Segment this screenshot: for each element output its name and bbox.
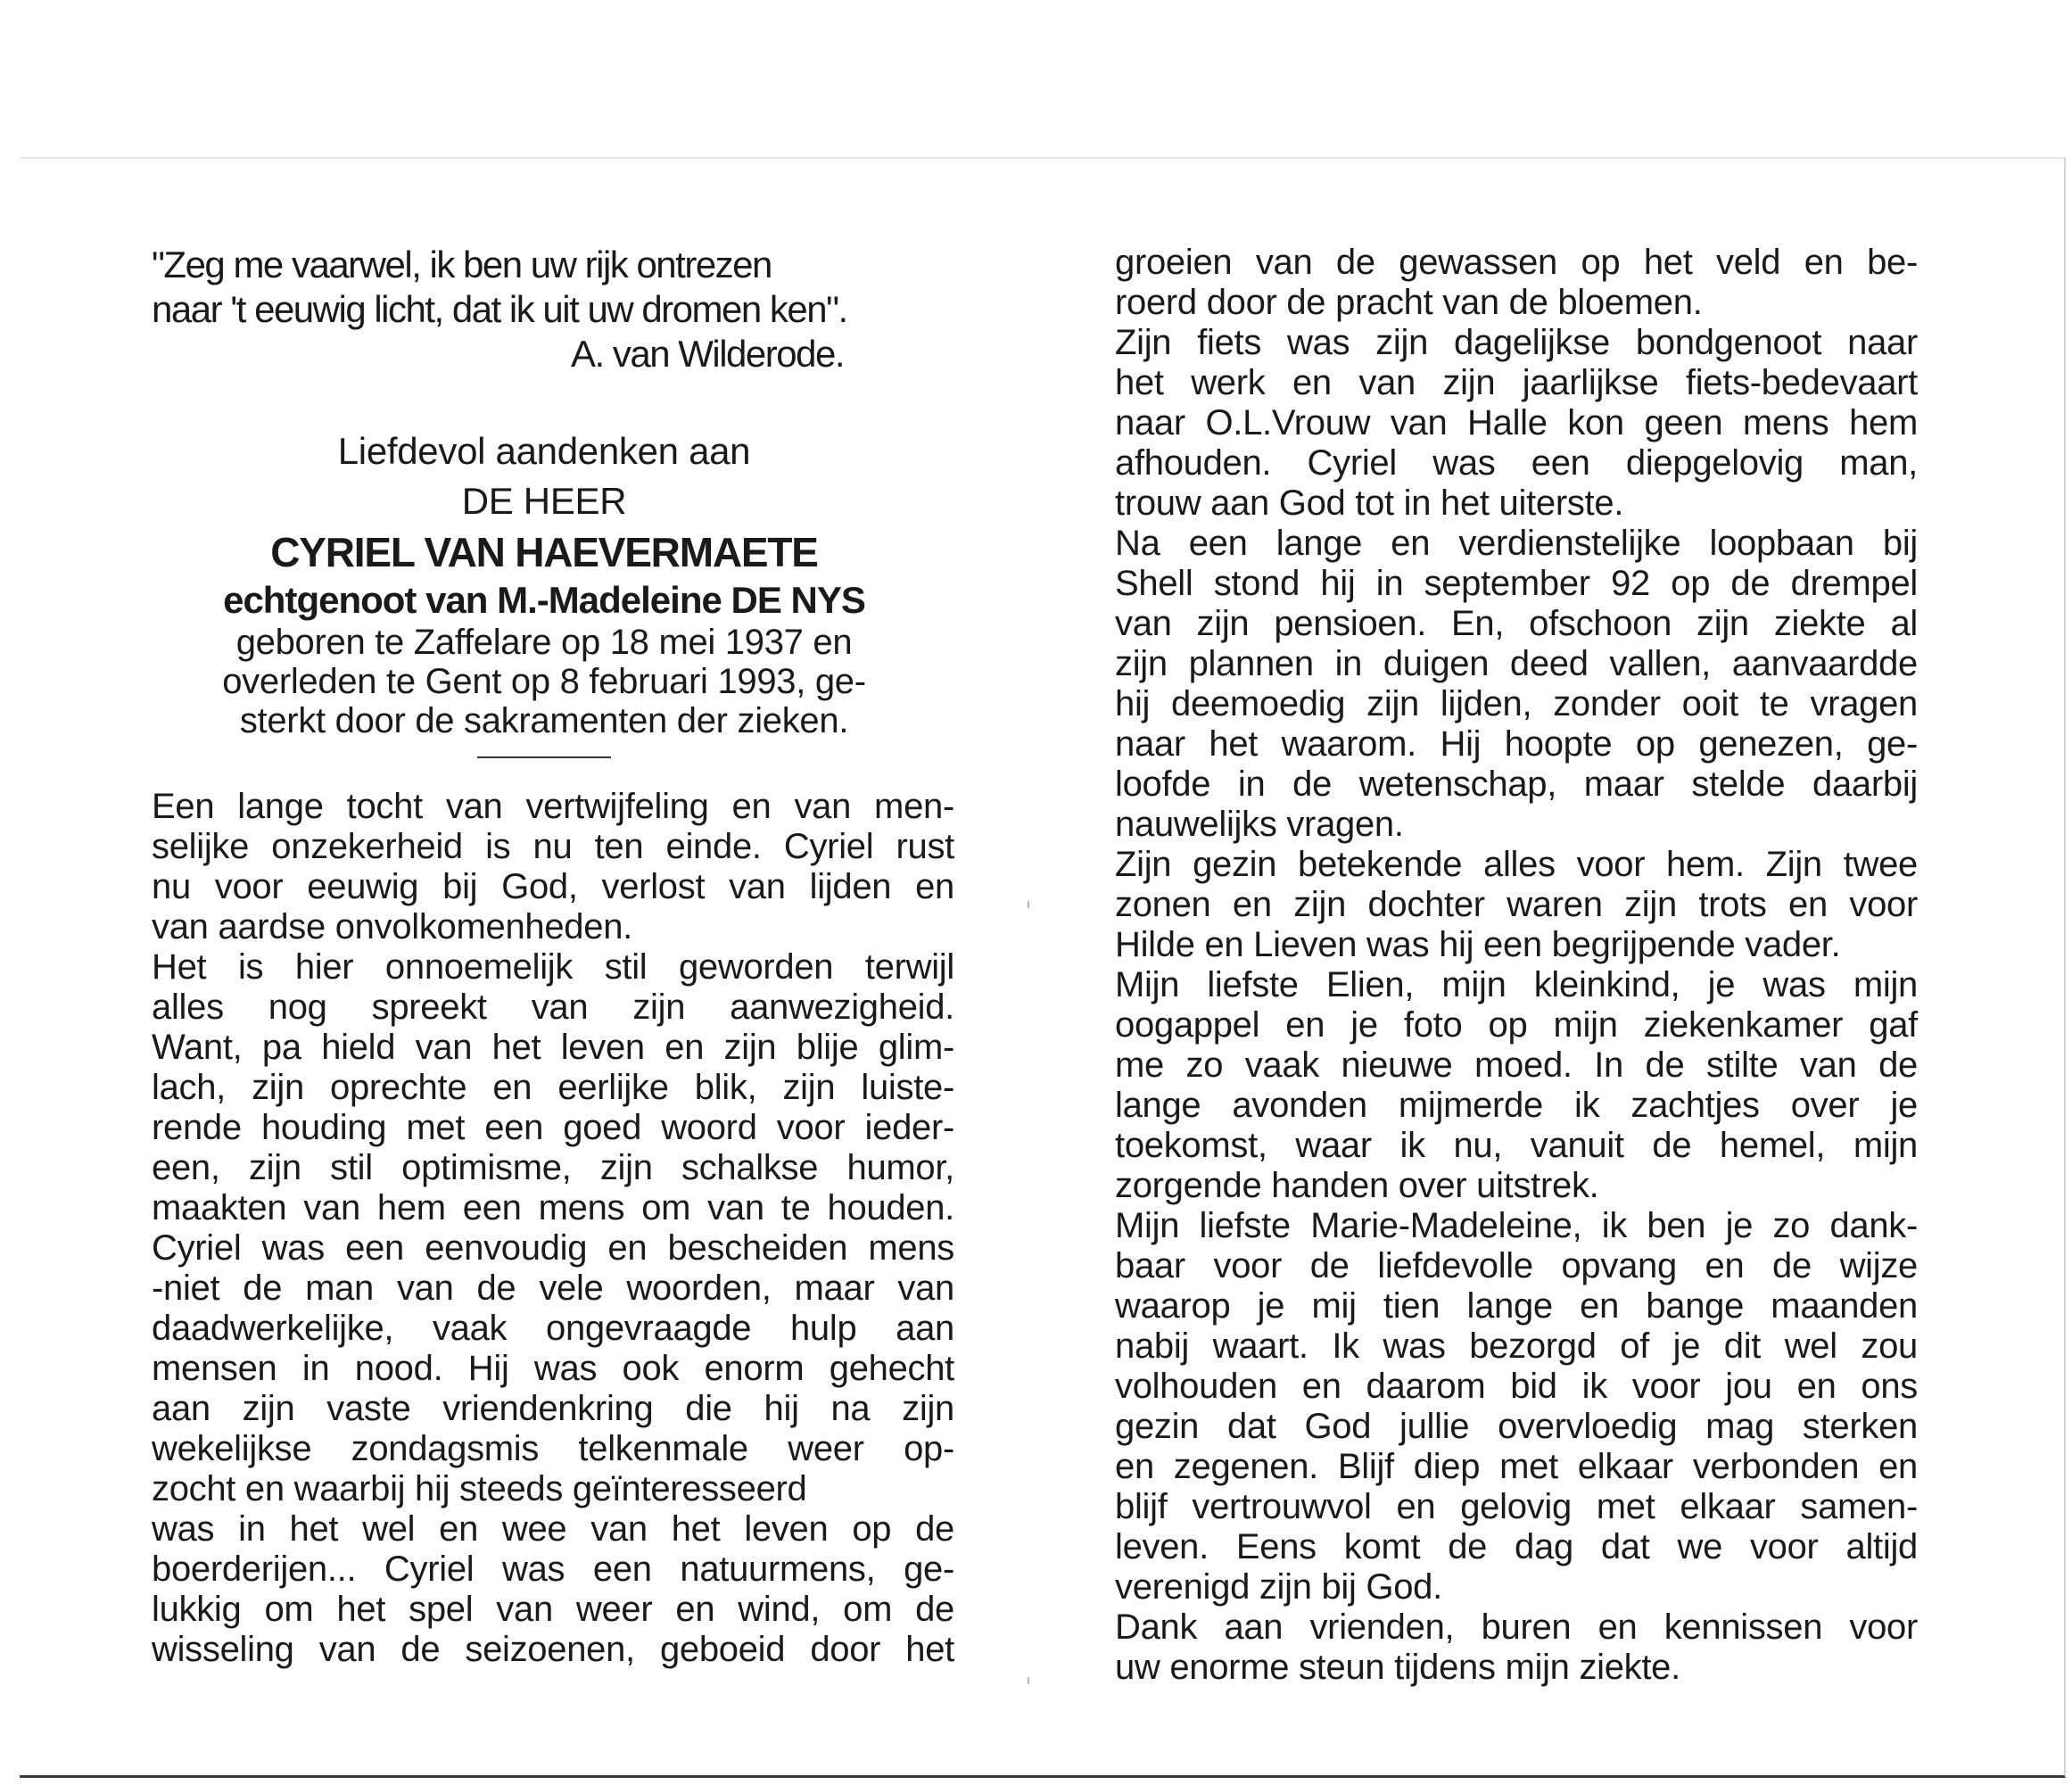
divider bbox=[477, 756, 611, 758]
text-line: Hilde en Lieven was hij een begrijpende vader. bbox=[1115, 925, 1841, 964]
text-line: en zegenen. Blijf diep met elkaar verbonden en bbox=[1115, 1447, 1918, 1486]
text-line: Zijn gezin betekende alles voor hem. Zijn twee bbox=[1115, 845, 1918, 884]
text-line: aan zijn vaste vriendenkring die hij na zijn bbox=[152, 1389, 954, 1428]
text-line: Een lange tocht van vertwijfeling en van men- bbox=[152, 787, 954, 826]
paragraph bbox=[1115, 845, 1918, 965]
fold-mark-bottom bbox=[1028, 1677, 1029, 1684]
text-line: maakten van hem een mens om van te houden. bbox=[152, 1188, 954, 1227]
text-line: groeien van de gewassen op het veld en be- bbox=[1115, 243, 1918, 282]
quote-line: naar 't eeuwig licht, dat ik uit uw dromen ken". bbox=[152, 288, 847, 330]
text-line: gezin dat God jullie overvloedig mag sterken bbox=[1115, 1407, 1918, 1446]
honorific: DE HEER bbox=[461, 480, 627, 522]
paragraph bbox=[152, 947, 954, 1670]
text-line: verenigd zijn bij God. bbox=[1115, 1567, 1442, 1607]
text-line: boerderijen... Cyriel was een natuurmens, ge- bbox=[152, 1549, 954, 1589]
text-line: Dank aan vrienden, buren en kennissen voor bbox=[1115, 1607, 1918, 1647]
text-line: Het is hier onnoemelijk stil geworden terwijl bbox=[152, 947, 954, 987]
text-line: lukkig om het spel van weer en wind, om de bbox=[152, 1590, 954, 1629]
text-line: Shell stond hij in september 92 op de drempel bbox=[1115, 564, 1918, 603]
text-line: nauwelijks vragen. bbox=[1115, 805, 1404, 844]
text-line: zocht en waarbij hij steeds geïnteresseerd bbox=[152, 1469, 807, 1508]
birth-death-line: sterkt door de sakramenten der zieken. bbox=[239, 701, 849, 740]
text-line: uw enorme steun tijdens mijn ziekte. bbox=[1115, 1648, 1680, 1687]
text-line: Mijn liefste Marie-Madeleine, ik ben je zo dank- bbox=[1115, 1206, 1918, 1245]
quote-author: A. van Wilderode. bbox=[571, 333, 844, 375]
text-line: van zijn pensioen. En, ofschoon zijn ziekte al bbox=[1115, 604, 1918, 643]
text-line: -niet de man van de vele woorden, maar van bbox=[152, 1269, 954, 1308]
text-line: Cyriel was een eenvoudig en bescheiden mens bbox=[152, 1228, 954, 1268]
text-line: baar voor de liefdevolle opvang en de wijze bbox=[1115, 1246, 1918, 1285]
text-line: trouw aan God tot in het uiterste. bbox=[1115, 483, 1624, 523]
text-line: nabij waart. Ik was bezorgd of je dit wel zou bbox=[1115, 1326, 1918, 1366]
text-line: wisseling van de seizoenen, geboeid door het bbox=[152, 1630, 954, 1669]
text-line: oogappel en je foto op mijn ziekenkamer gaf bbox=[1115, 1005, 1918, 1045]
text-line: zorgende handen over uitstrek. bbox=[1115, 1166, 1599, 1205]
paragraph bbox=[1115, 524, 1918, 845]
text-line: blijf vertrouwvol en gelovig met elkaar samen- bbox=[1115, 1487, 1918, 1526]
text-line: zijn plannen in duigen deed vallen, aanvaardde bbox=[1115, 644, 1918, 683]
text-line: Want, pa hield van het leven en zijn blije glim- bbox=[152, 1028, 954, 1067]
paragraph bbox=[1115, 1206, 1918, 1607]
text-line: daadwerkelijke, vaak ongevraagde hulp aan bbox=[152, 1309, 954, 1348]
birth-death-line: geboren te Zaffelare op 18 mei 1937 en bbox=[235, 623, 853, 662]
text-line: roerd door de pracht van de bloemen. bbox=[1115, 283, 1703, 322]
text-line: volhouden en daarom bid ik voor jou en ons bbox=[1115, 1367, 1918, 1406]
paragraph bbox=[1115, 965, 1918, 1206]
text-line: loofde in de wetenschap, maar stelde daarbij bbox=[1115, 764, 1918, 804]
text-line: toekomst, waar ik nu, vanuit de hemel, mijn bbox=[1115, 1126, 1918, 1165]
text-line: mensen in nood. Hij was ook enorm gehecht bbox=[152, 1349, 954, 1388]
spouse-line: echtgenoot van M.-Madeleine DE NYS bbox=[223, 579, 865, 621]
memorial-header bbox=[152, 426, 937, 758]
text-line: leven. Eens komt de dag dat we voor altijd bbox=[1115, 1527, 1918, 1566]
paragraph bbox=[1115, 243, 1918, 323]
text-line: hij deemoedig zijn lijden, zonder ooit te vragen bbox=[1115, 684, 1918, 723]
text-line: Na een lange en verdienstelijke loopbaan bij bbox=[1115, 524, 1918, 563]
text-line: lach, zijn oprechte en eerlijke blik, zijn luiste- bbox=[152, 1068, 954, 1107]
text-line: een, zijn stil optimisme, zijn schalkse humor, bbox=[152, 1148, 954, 1187]
text-line: nu voor eeuwig bij God, verlost van lijden en bbox=[152, 867, 954, 906]
text-line: me zo vaak nieuwe moed. In de stilte van de bbox=[1115, 1045, 1918, 1085]
fold-mark-top bbox=[1028, 901, 1029, 908]
birth-death-line: overleden te Gent op 8 februari 1993, ge- bbox=[222, 662, 866, 701]
quote-line: "Zeg me vaarwel, ik ben uw rijk ontrezen bbox=[152, 244, 772, 285]
text-line: alles nog spreekt van zijn aanwezigheid. bbox=[152, 988, 954, 1027]
text-line: Zijn fiets was zijn dagelijkse bondgenoot naar bbox=[1115, 323, 1918, 362]
text-line: lange avonden mijmerde ik zachtjes over je bbox=[1115, 1086, 1918, 1125]
text-line: naar het waarom. Hij hoopte op genezen, ge- bbox=[1115, 724, 1918, 764]
paragraph bbox=[152, 787, 954, 947]
text-line: zonen en zijn dochter waren zijn trots en voor bbox=[1115, 885, 1918, 924]
text-line: selijke onzekerheid is nu ten einde. Cyriel rust bbox=[152, 827, 954, 866]
right-column bbox=[1115, 243, 1918, 1688]
text-line: wekelijkse zondagsmis telkenmale weer op- bbox=[152, 1429, 954, 1468]
left-column bbox=[152, 243, 954, 1670]
text-line: rende houding met een goed woord voor ieder- bbox=[152, 1108, 954, 1147]
text-line: het werk en van zijn jaarlijkse fiets-bedevaart bbox=[1115, 363, 1918, 402]
text-line: naar O.L.Vrouw van Halle kon geen mens hem bbox=[1115, 403, 1918, 442]
text-line: Mijn liefste Elien, mijn kleinkind, je was mijn bbox=[1115, 965, 1918, 1004]
text-line: van aardse onvolkomenheden. bbox=[152, 907, 632, 946]
text-line: afhouden. Cyriel was een diepgelovig man, bbox=[1115, 443, 1918, 483]
paragraph bbox=[1115, 1607, 1918, 1688]
deceased-name: CYRIEL VAN HAEVERMAETE bbox=[270, 529, 818, 575]
in-memory-label: Liefdevol aandenken aan bbox=[337, 430, 751, 472]
paragraph bbox=[1115, 323, 1918, 524]
text-line: waarop je mij tien lange en bange maanden bbox=[1115, 1286, 1918, 1326]
text-line: was in het wel en wee van het leven op de bbox=[152, 1509, 954, 1549]
epigraph-quote bbox=[152, 243, 954, 376]
